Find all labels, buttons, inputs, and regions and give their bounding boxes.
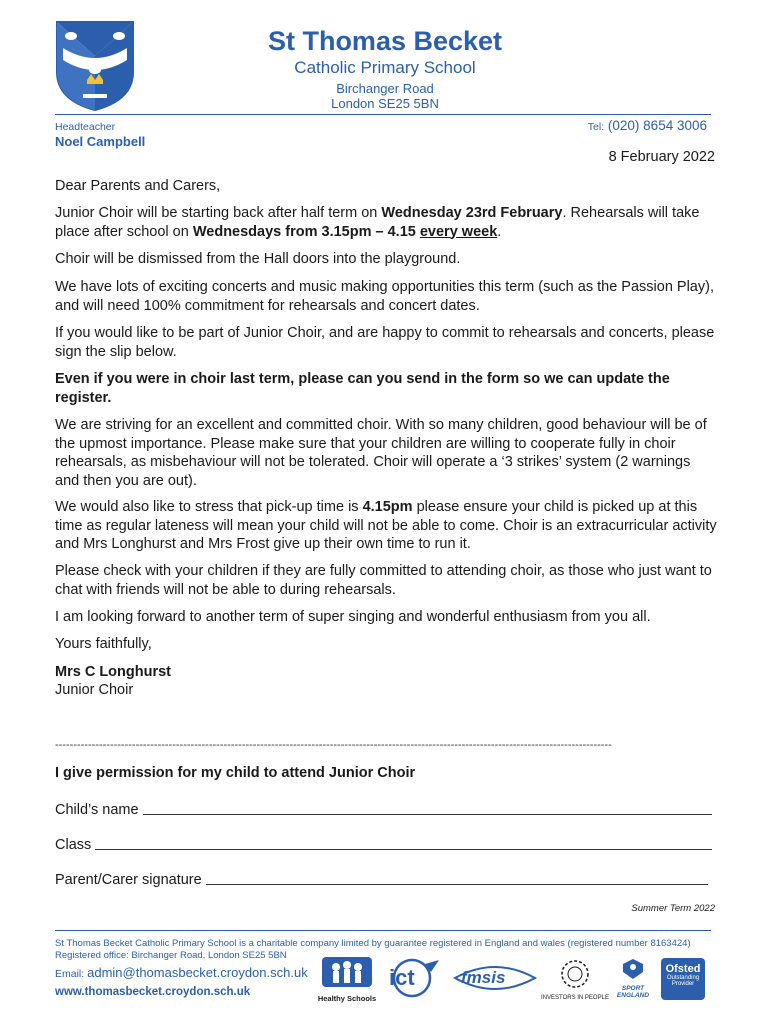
class-label: Class (55, 837, 92, 853)
footer-divider (55, 930, 711, 931)
paragraph-5: Even if you were in choir last term, please can you send in the form so we can update the register. (55, 371, 670, 406)
fmsis-logo (451, 960, 539, 996)
ofsted-logo (661, 958, 705, 1000)
child-name-label: Child’s name (55, 802, 139, 818)
investors-text: INVESTORS IN PEOPLE (541, 995, 609, 1001)
slip-title: I give permission for my child to attend Junior Choir (55, 765, 416, 781)
school-crest-icon (55, 20, 135, 112)
ict-mark-logo (385, 958, 443, 998)
class-line[interactable] (95, 849, 712, 850)
email-label: Email: (55, 968, 85, 980)
class-field[interactable] (55, 833, 712, 853)
p1-time: Wednesdays from 3.15pm – 4.15 (192, 223, 420, 240)
cut-line: -------------------------------------------------------------------------------------------------------------------------------------------------------- (55, 739, 612, 751)
sport-england-text-2: ENGLAND (616, 992, 650, 999)
term-label: Summer Term 2022 (631, 903, 715, 914)
registered-office: Registered office: Birchanger Road, London SE25 5BN (55, 950, 287, 961)
ict-text: ict (389, 965, 415, 990)
letter-date: 8 February 2022 (608, 149, 715, 165)
sport-england-logo (613, 958, 653, 1002)
address-line-2: London SE25 5BN (331, 96, 439, 111)
p1-text-c: . Rehearsals will take place after school on (55, 205, 700, 240)
telephone (588, 118, 707, 133)
ofsted-provider: Provider (671, 981, 695, 987)
sport-england-text-1: SPORT (621, 985, 645, 992)
p1-text-a: Junior Choir will be starting back after half term on (55, 205, 382, 221)
child-name-line[interactable] (143, 814, 712, 815)
paragraph-9: I am looking forward to another term of super singing and wonderful enthusiasm from you all. (55, 609, 651, 625)
p7-text-a: We would also like to stress that pick-up time is (55, 499, 363, 515)
address-line-1: Birchanger Road (336, 81, 434, 96)
charity-statement: St Thomas Becket Catholic Primary School is a charitable company limited by guarantee registered in England and wales (registered number 8163424) (55, 938, 691, 949)
p1-date: Wednesday 23rd February (381, 205, 563, 221)
closing: Yours faithfully, (55, 636, 152, 652)
healthy-schools-logo (316, 955, 378, 1001)
paragraph-1 (55, 204, 717, 241)
headteacher-label: Headteacher (55, 121, 116, 133)
signatory-name: Mrs C Longhurst (55, 664, 171, 680)
school-subtitle: Catholic Primary School (294, 58, 476, 77)
paragraph-2: Choir will be dismissed from the Hall doors into the playground. (55, 251, 461, 267)
signature-field[interactable] (55, 868, 708, 888)
paragraph-6: We are striving for an excellent and committed choir. With so many children, good behaviour will be of the upmost importance. Please make sure that your children are willing to cooperate fully in choir rehearsals, as misbehaviour will not be tolerated. Choir will operate a ‘3 strikes’ system (2 warnings and then you are out). (55, 417, 707, 489)
paragraph-7 (55, 498, 717, 554)
ofsted-text: Ofsted (665, 963, 701, 975)
header-divider (55, 114, 711, 115)
paragraph-4: If you would like to be part of Junior Choir, and are happy to commit to rehearsals and concerts, please sign the slip below. (55, 325, 715, 360)
p7-time: 4.15pm (362, 499, 413, 515)
school-name: St Thomas Becket (267, 26, 503, 56)
paragraph-8: Please check with your children if they are fully committed to attending choir, as those who just want to chat with friends will not be able to during rehearsals. (55, 563, 712, 598)
p1-every-week: every week (419, 223, 498, 240)
tel-label: Tel: (587, 121, 605, 133)
signature-label: Parent/Carer signature (55, 872, 202, 888)
child-name-field[interactable] (55, 798, 712, 818)
greeting: Dear Parents and Carers, (55, 178, 221, 194)
email (55, 965, 308, 980)
paragraph-3: We have lots of exciting concerts and music making opportunities this term (such as the Passion Play), and will need 100% commitment for rehearsals and concert dates. (55, 279, 714, 314)
email-address[interactable]: admin@thomasbecket.croydon.sch.uk (87, 965, 308, 980)
signatory-role: Junior Choir (55, 682, 134, 698)
website-link[interactable]: www.thomasbecket.croydon.sch.uk (55, 986, 251, 998)
tel-number: (020) 8654 3006 (607, 118, 707, 133)
healthy-schools-text: Healthy Schools (317, 994, 377, 1003)
fmsis-text: fmsis (461, 968, 506, 987)
signature-line[interactable] (206, 884, 708, 885)
ofsted-outstanding: Outstanding (666, 975, 700, 981)
headteacher-name: Noel Campbell (55, 134, 146, 149)
p7-text-c: please ensure your child is picked up at this time as regular lateness will mean your child will not be able to come. Choir is an extracurricular activity and Mrs Longhurst and Mrs Frost give up their own time to run it. (55, 499, 717, 552)
p1-text-f: . (497, 223, 502, 240)
investors-in-people-logo (540, 958, 610, 1002)
